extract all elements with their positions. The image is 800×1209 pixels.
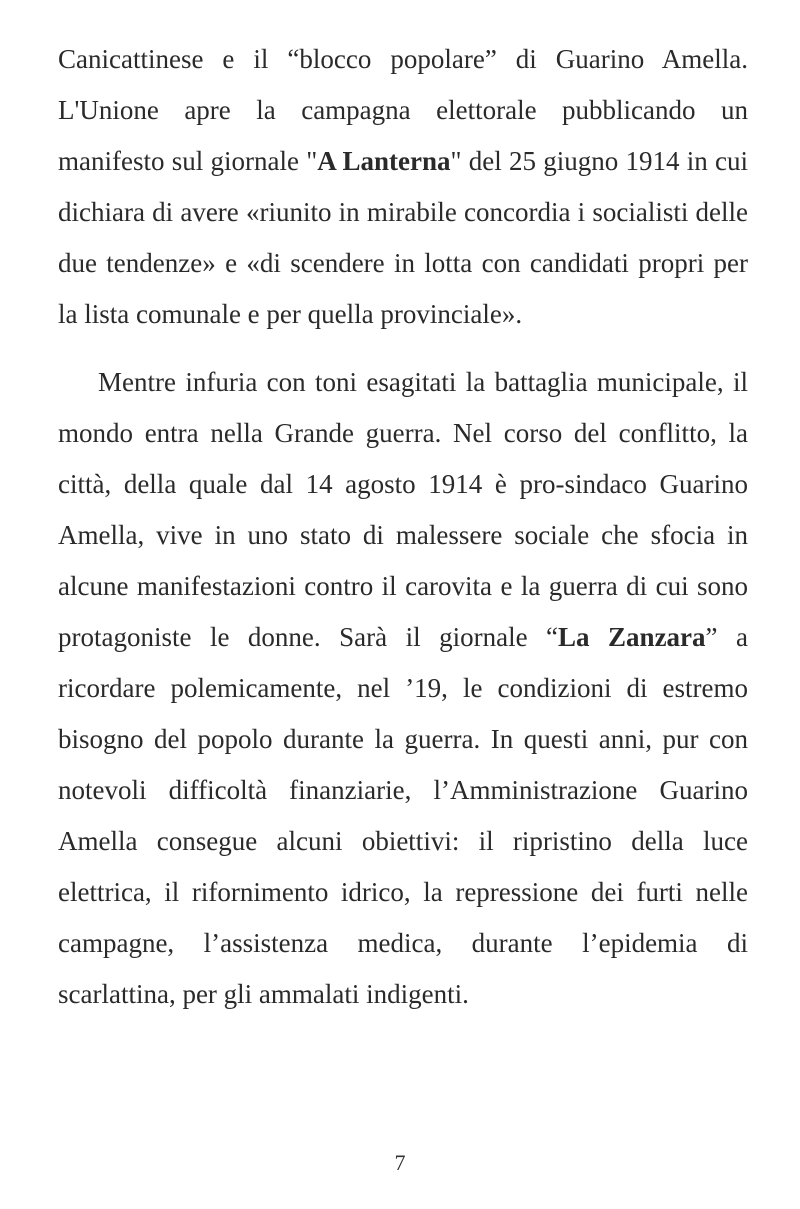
page-number: 7 (394, 1150, 406, 1175)
paragraph-1 (58, 34, 748, 340)
paragraph-2-text-a: Mentre infuria con toni esagitati la battaglia municipale, il mondo entra nella Grande guerra. Nel corso del conflitto, la città, della quale dal 14 agosto 1914 è pro-sindaco Guarino Amella, vive in uno stato di malessere sociale che sfocia in alcune manifestazioni contro il carovita e la guerra di cui sono protagoniste le donne. Sarà il giornale “ (58, 367, 748, 652)
page-body (58, 34, 748, 1020)
newspaper-title-a-lanterna: A Lanterna (317, 146, 451, 176)
paragraph-1-text-b: " del 25 giugno 1914 in cui dichiara di avere «riunito in mirabile concordia i socialisti delle due tendenze» e «di scendere in lotta con candidati propri per la lista comunale e per quella provinciale». (58, 146, 748, 329)
paragraph-2 (58, 357, 748, 1020)
newspaper-title-la-zanzara: La Zanzara (558, 622, 706, 652)
paragraph-2-text-b: ” a ricordare polemicamente, nel ’19, le condizioni di estremo bisogno del popolo durante la guerra. In questi anni, pur con notevoli difficoltà finanziarie, l’Amministrazione Guarino Amella consegue alcuni obiettivi: il ripristino della luce elettrica, il rifornimento idrico, la repressione dei furti nelle campagne, l’assistenza medica, durante l’epidemia di scarlattina, per gli ammalati indigenti. (58, 622, 749, 1009)
paragraph-1-text-a: Canicattinese e il “blocco popolare” di Guarino Amella. L'Unione apre la campagna elettorale pubblicando un manifesto sul giornale " (58, 44, 748, 176)
